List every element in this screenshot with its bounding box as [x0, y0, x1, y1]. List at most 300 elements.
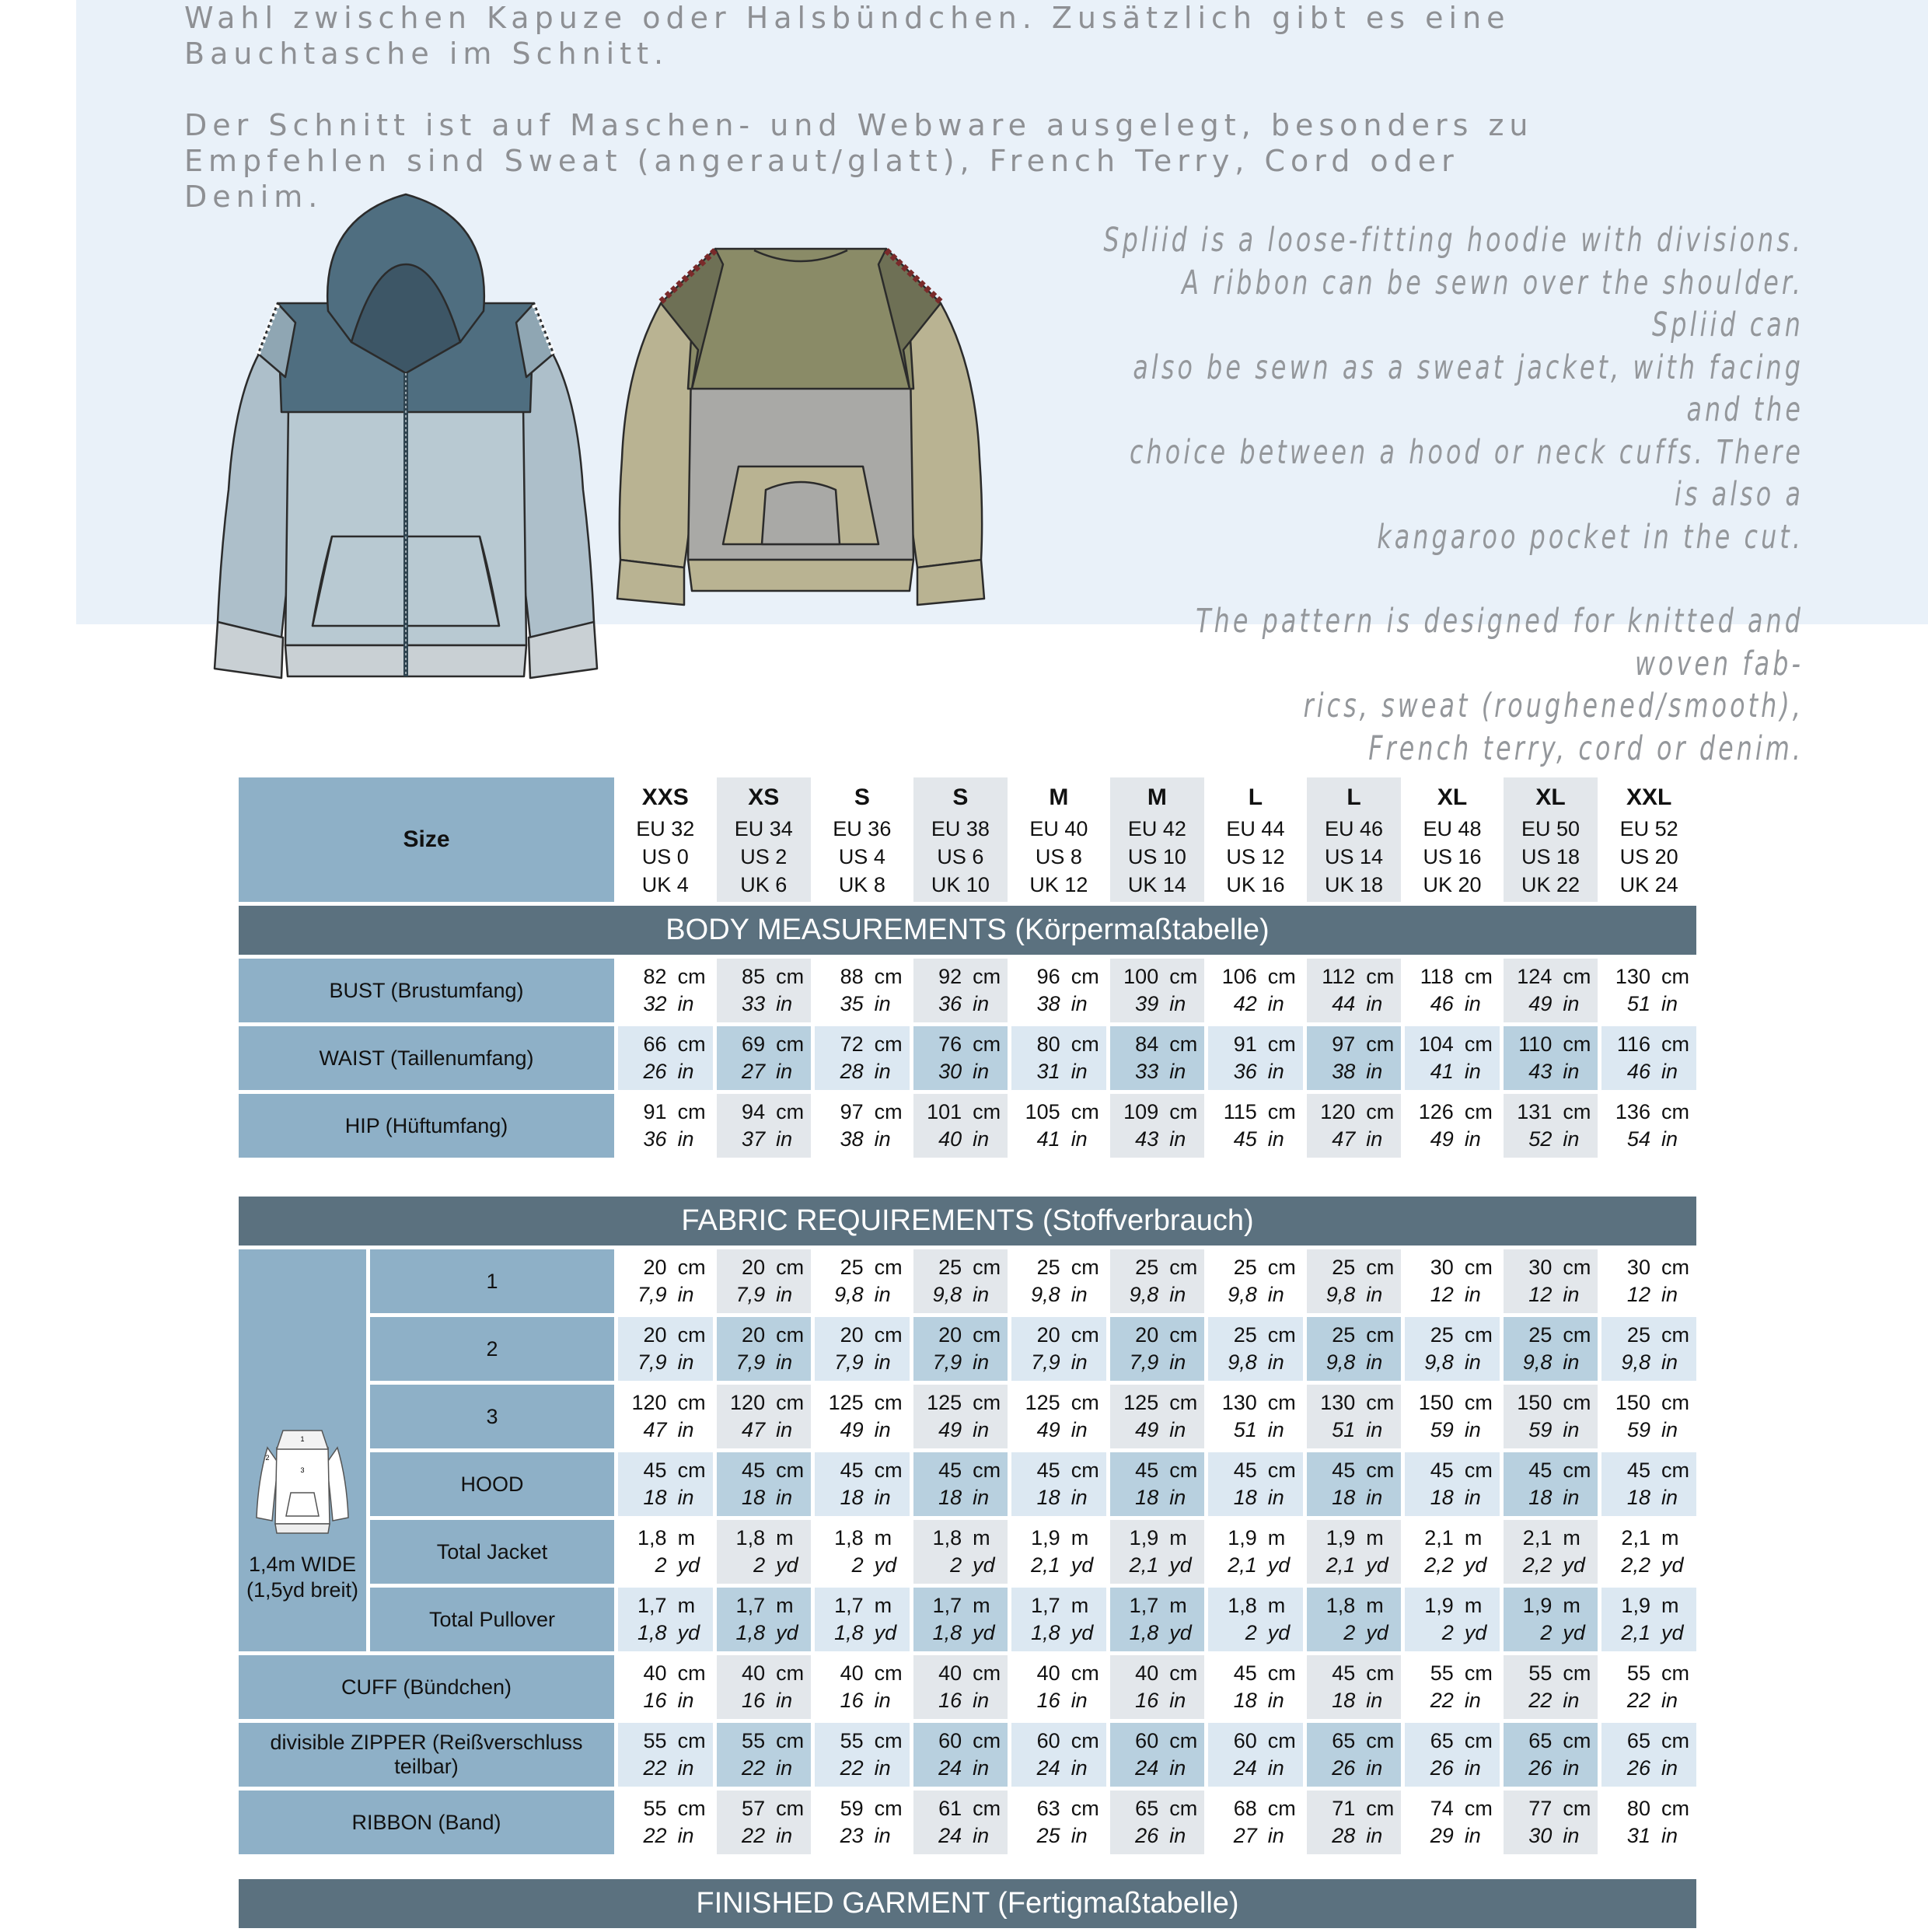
value-number: 28	[840, 1060, 864, 1083]
value-number: 51	[1626, 992, 1650, 1015]
metric-value	[1307, 1795, 1402, 1822]
measurement-cell	[1307, 1094, 1402, 1158]
value-number: 18	[1430, 1486, 1454, 1509]
value-number: 25	[1233, 1256, 1257, 1279]
value-number: 49	[1430, 1127, 1454, 1151]
value-number: 1,9	[1228, 1526, 1257, 1549]
value-unit: in	[1366, 992, 1383, 1015]
value-unit: cm	[1366, 1797, 1395, 1820]
value-number: 120	[1320, 1100, 1356, 1123]
measurement-cell	[1011, 1385, 1106, 1448]
imperial-value	[1601, 990, 1696, 1018]
measurement-cell	[1504, 1655, 1598, 1719]
value-number: 16	[840, 1689, 864, 1712]
value-unit: cm	[677, 1323, 706, 1347]
metric-value	[1601, 1031, 1696, 1058]
value-number: 101	[927, 1100, 962, 1123]
value-unit: cm	[874, 1391, 903, 1414]
metric-value	[1110, 1660, 1205, 1687]
value-unit: in	[1661, 1689, 1678, 1712]
measurement-cell	[717, 1452, 812, 1516]
value-unit: cm	[1661, 1323, 1689, 1347]
table-row	[239, 1026, 1696, 1090]
value-number: 44	[1332, 992, 1356, 1015]
value-number: 2	[655, 1553, 667, 1577]
imperial-value	[1208, 1281, 1303, 1308]
value-number: 18	[1332, 1689, 1356, 1712]
table-row	[239, 1452, 1696, 1516]
value-unit: cm	[1267, 1323, 1296, 1347]
value-number: 2	[1245, 1621, 1257, 1644]
value-number: 1,8	[1129, 1621, 1159, 1644]
measurement-cell	[815, 1655, 910, 1719]
metric-value	[913, 1457, 1008, 1484]
measurement-cell	[1307, 1385, 1402, 1448]
row-label: RIBBON (Band)	[239, 1791, 614, 1854]
imperial-value	[1504, 1281, 1598, 1308]
imperial-value	[815, 1755, 910, 1782]
imperial-value	[1208, 1687, 1303, 1714]
imperial-value	[1405, 1755, 1500, 1782]
fabric-pieces-cell	[239, 1249, 366, 1651]
measurement-cell	[815, 1723, 910, 1787]
value-number: 24	[938, 1824, 962, 1847]
imperial-value	[1405, 1349, 1500, 1376]
size-name: M	[1147, 784, 1167, 810]
imperial-value	[618, 1349, 713, 1376]
size-us: US 2	[740, 845, 788, 868]
table-row	[239, 1723, 1696, 1787]
value-number: 24	[938, 1756, 962, 1780]
value-number: 85	[742, 965, 766, 988]
row-label: divisible ZIPPER (Reißverschluss teilbar)	[239, 1723, 614, 1787]
value-number: 55	[742, 1729, 766, 1752]
value-number: 1,9	[1621, 1594, 1650, 1617]
value-number: 105	[1025, 1100, 1060, 1123]
measurement-cell	[1208, 1452, 1303, 1516]
metric-value	[913, 1099, 1008, 1126]
value-number: 55	[643, 1797, 667, 1820]
value-number: 20	[643, 1323, 667, 1347]
measurement-cell	[1208, 959, 1303, 1022]
imperial-value	[717, 1281, 812, 1308]
value-unit: in	[1267, 1418, 1284, 1441]
value-number: 2,1	[1522, 1526, 1553, 1549]
size-name: L	[1248, 784, 1263, 810]
value-unit: cm	[776, 1797, 805, 1820]
measurement-cell	[717, 1094, 812, 1158]
pullover-pieces-icon	[252, 1424, 353, 1541]
size-uk: UK 22	[1521, 873, 1580, 896]
imperial-value	[1601, 1281, 1696, 1308]
value-number: 1,8	[1228, 1594, 1257, 1617]
measurement-cell	[1011, 1317, 1106, 1381]
value-unit: in	[776, 1418, 793, 1441]
value-number: 94	[742, 1100, 766, 1123]
value-unit: in	[1267, 1350, 1284, 1374]
value-unit: in	[677, 1283, 694, 1306]
imperial-value	[1208, 1484, 1303, 1511]
metric-value	[717, 1660, 812, 1687]
imperial-value	[1011, 1755, 1106, 1782]
metric-value	[1504, 1322, 1598, 1349]
row-label: 3	[370, 1385, 614, 1448]
value-unit: cm	[973, 1459, 1001, 1482]
value-unit: in	[1464, 1756, 1481, 1780]
value-number: 2,1	[1424, 1526, 1454, 1549]
value-number: 41	[1430, 1060, 1454, 1083]
metric-value	[1405, 1592, 1500, 1619]
imperial-value	[618, 1058, 713, 1085]
metric-value	[815, 963, 910, 990]
metric-value	[1601, 1592, 1696, 1619]
value-unit: in	[874, 1756, 891, 1780]
metric-value	[815, 1389, 910, 1417]
size-us: US 4	[838, 845, 885, 868]
value-number: 33	[1135, 1060, 1159, 1083]
value-number: 60	[938, 1729, 962, 1752]
value-unit: m	[1366, 1594, 1384, 1617]
size-column-header	[815, 777, 910, 902]
value-number: 16	[742, 1689, 766, 1712]
value-number: 24	[1135, 1756, 1159, 1780]
value-unit: cm	[874, 1256, 903, 1279]
value-number: 1,8	[932, 1621, 962, 1644]
value-number: 66	[643, 1032, 667, 1056]
size-us: US 20	[1619, 845, 1678, 868]
size-us: US 12	[1226, 845, 1285, 868]
imperial-value	[913, 990, 1008, 1018]
size-name: XL	[1535, 784, 1566, 810]
value-number: 2,1	[1326, 1553, 1356, 1577]
metric-value	[1601, 1457, 1696, 1484]
metric-value	[815, 1660, 910, 1687]
value-number: 131	[1517, 1100, 1553, 1123]
imperial-value	[913, 1349, 1008, 1376]
imperial-value	[1110, 1058, 1205, 1085]
value-unit: in	[1464, 1283, 1481, 1306]
value-number: 25	[938, 1256, 962, 1279]
value-number: 110	[1518, 1032, 1553, 1056]
value-number: 22	[742, 1756, 766, 1780]
value-number: 2,1	[1031, 1553, 1060, 1577]
value-unit: cm	[776, 1256, 805, 1279]
value-unit: in	[1661, 1283, 1678, 1306]
metric-value	[1011, 1728, 1106, 1755]
metric-value	[1110, 1457, 1205, 1484]
imperial-value	[1110, 1552, 1205, 1579]
size-name: L	[1346, 784, 1361, 810]
value-unit: yd	[1169, 1621, 1192, 1644]
value-unit: cm	[1464, 1729, 1493, 1752]
section-spacer	[239, 1162, 1696, 1193]
value-unit: in	[874, 1418, 891, 1441]
value-number: 55	[1626, 1661, 1650, 1685]
metric-value	[913, 1525, 1008, 1552]
value-unit: in	[973, 1756, 990, 1780]
metric-value	[717, 1728, 812, 1755]
value-number: 150	[1517, 1391, 1553, 1414]
value-number: 45	[1332, 1661, 1356, 1685]
value-number: 2,2	[1424, 1553, 1454, 1577]
value-unit: in	[1661, 992, 1678, 1015]
measurement-cell	[1110, 1094, 1205, 1158]
metric-value	[1208, 1031, 1303, 1058]
measurement-cell	[1110, 1588, 1205, 1651]
imperial-value	[1405, 1687, 1500, 1714]
value-unit: cm	[677, 1100, 706, 1123]
measurement-cell	[1110, 959, 1205, 1022]
measurement-cell	[1307, 1723, 1402, 1787]
body-measurements-header: BODY MEASUREMENTS (Körpermaßtabelle)	[239, 906, 1696, 955]
value-unit: yd	[677, 1553, 700, 1577]
value-unit: in	[874, 992, 891, 1015]
metric-value	[1601, 1795, 1696, 1822]
value-number: 1,7	[834, 1594, 864, 1617]
value-unit: cm	[1464, 1797, 1493, 1820]
imperial-value	[1405, 990, 1500, 1018]
imperial-value	[913, 1058, 1008, 1085]
value-unit: in	[1169, 992, 1186, 1015]
imperial-value	[815, 1822, 910, 1850]
measurement-cell	[1405, 1317, 1500, 1381]
size-us: US 0	[641, 845, 689, 868]
value-unit: m	[776, 1526, 794, 1549]
value-number: 40	[840, 1661, 864, 1685]
value-unit: cm	[776, 1323, 805, 1347]
imperial-value	[1504, 1058, 1598, 1085]
value-number: 31	[1626, 1824, 1650, 1847]
metric-value	[717, 1254, 812, 1281]
metric-value	[1011, 963, 1106, 990]
imperial-value	[618, 1822, 713, 1850]
size-us: US 14	[1324, 845, 1383, 868]
measurement-cell	[1110, 1452, 1205, 1516]
value-number: 69	[742, 1032, 766, 1056]
value-number: 20	[938, 1323, 962, 1347]
value-number: 52	[1528, 1127, 1553, 1151]
measurement-cell	[618, 1385, 713, 1448]
value-unit: cm	[1464, 965, 1493, 988]
value-unit: in	[1661, 1350, 1678, 1374]
size-uk: UK 16	[1226, 873, 1285, 896]
value-number: 126	[1418, 1100, 1454, 1123]
size-column-header	[1601, 777, 1696, 902]
value-unit: in	[1366, 1689, 1383, 1712]
imperial-value	[1110, 1417, 1205, 1444]
value-unit: in	[1267, 1486, 1284, 1509]
value-unit: cm	[973, 1032, 1001, 1056]
size-name: S	[854, 784, 870, 810]
metric-value	[618, 1099, 713, 1126]
value-unit: m	[1267, 1526, 1286, 1549]
value-number: 2	[753, 1553, 766, 1577]
measurement-cell	[815, 1791, 910, 1854]
metric-value	[913, 1322, 1008, 1349]
metric-value	[1405, 1099, 1500, 1126]
value-unit: in	[1267, 1824, 1284, 1847]
value-unit: in	[973, 1824, 990, 1847]
metric-value	[1405, 1322, 1500, 1349]
value-number: 26	[1528, 1756, 1553, 1780]
measurement-cell	[1208, 1791, 1303, 1854]
size-uk: UK 8	[838, 873, 885, 896]
measurement-cell	[1601, 1249, 1696, 1313]
metric-value	[1011, 1795, 1106, 1822]
imperial-value	[618, 1484, 713, 1511]
value-number: 1,7	[932, 1594, 962, 1617]
piece-number: 2	[265, 1454, 270, 1462]
value-unit: cm	[1661, 1797, 1689, 1820]
value-unit: cm	[1169, 1459, 1198, 1482]
measurement-cell	[1601, 1452, 1696, 1516]
value-number: 49	[840, 1418, 864, 1441]
value-number: 45	[742, 1459, 766, 1482]
value-unit: yd	[1267, 1621, 1291, 1644]
value-unit: cm	[1563, 1100, 1591, 1123]
measurement-cell	[1405, 1249, 1500, 1313]
value-unit: cm	[1169, 1100, 1198, 1123]
value-unit: in	[1169, 1756, 1186, 1780]
metric-value	[1110, 1031, 1205, 1058]
value-number: 26	[1332, 1756, 1356, 1780]
value-unit: m	[1661, 1526, 1679, 1549]
imperial-value	[815, 1417, 910, 1444]
value-number: 7,9	[932, 1350, 962, 1374]
measurement-cell	[815, 959, 910, 1022]
metric-value	[618, 1031, 713, 1058]
imperial-value	[618, 1755, 713, 1782]
measurement-cell	[1208, 1385, 1303, 1448]
imperial-value	[1011, 1484, 1106, 1511]
table-row	[239, 1385, 1696, 1448]
value-number: 115	[1223, 1100, 1257, 1123]
metric-value	[618, 1254, 713, 1281]
measurement-cell	[717, 1317, 812, 1381]
value-unit: in	[1661, 1756, 1678, 1780]
metric-value	[1504, 1795, 1598, 1822]
metric-value	[1601, 1099, 1696, 1126]
row-label: HOOD	[370, 1452, 614, 1516]
measurement-cell	[1405, 1026, 1500, 1090]
value-number: 40	[938, 1127, 962, 1151]
value-number: 20	[1036, 1323, 1060, 1347]
value-number: 7,9	[834, 1350, 864, 1374]
measurement-cell	[1504, 1249, 1598, 1313]
value-number: 9,8	[1031, 1283, 1060, 1306]
imperial-value	[1307, 1417, 1402, 1444]
german-text-line: Empfehlen sind Sweat (angeraut/glatt), French Terry, Cord oder Denim.	[184, 144, 1459, 214]
value-number: 30	[1626, 1256, 1650, 1279]
value-number: 18	[643, 1486, 667, 1509]
metric-value	[1601, 963, 1696, 990]
measurement-cell	[1405, 1791, 1500, 1854]
value-unit: in	[776, 1060, 793, 1083]
metric-value	[1110, 1592, 1205, 1619]
value-number: 30	[938, 1060, 962, 1083]
size-us: US 8	[1035, 845, 1082, 868]
measurement-cell	[913, 1249, 1008, 1313]
value-number: 22	[742, 1824, 766, 1847]
value-number: 45	[1332, 1459, 1356, 1482]
value-number: 2,1	[1621, 1621, 1650, 1644]
metric-value	[1405, 1728, 1500, 1755]
imperial-value	[618, 1619, 713, 1647]
imperial-value	[618, 1552, 713, 1579]
value-unit: in	[874, 1060, 891, 1083]
value-unit: cm	[776, 1100, 805, 1123]
value-unit: yd	[973, 1553, 995, 1577]
imperial-value	[618, 990, 713, 1018]
row-label: Total Pullover	[370, 1588, 614, 1651]
value-unit: cm	[1661, 1032, 1689, 1056]
value-unit: in	[1071, 1824, 1088, 1847]
metric-value	[1504, 1389, 1598, 1417]
metric-value	[815, 1592, 910, 1619]
value-unit: cm	[1563, 1729, 1591, 1752]
value-number: 80	[1626, 1797, 1650, 1820]
size-eu: EU 46	[1324, 817, 1383, 840]
measurement-cell	[1208, 1520, 1303, 1584]
value-unit: m	[1071, 1526, 1089, 1549]
value-number: 9,8	[1326, 1283, 1356, 1306]
row-label: BUST (Brustumfang)	[239, 959, 614, 1022]
value-number: 118	[1420, 965, 1454, 988]
size-eu: EU 36	[833, 817, 892, 840]
measurement-cell	[1110, 1026, 1205, 1090]
measurement-cell	[913, 1452, 1008, 1516]
metric-value	[1208, 1322, 1303, 1349]
size-eu: EU 44	[1226, 817, 1285, 840]
metric-value	[1307, 1660, 1402, 1687]
value-number: 24	[1233, 1756, 1257, 1780]
value-unit: in	[776, 992, 793, 1015]
imperial-value	[1405, 1281, 1500, 1308]
value-unit: in	[1366, 1350, 1383, 1374]
measurement-cell	[717, 1588, 812, 1651]
value-unit: in	[1563, 1060, 1580, 1083]
measurement-cell	[1110, 1655, 1205, 1719]
imperial-value	[1601, 1058, 1696, 1085]
metric-value	[717, 1457, 812, 1484]
value-number: 26	[1135, 1824, 1159, 1847]
size-uk: UK 24	[1619, 873, 1678, 896]
value-unit: yd	[1563, 1621, 1585, 1644]
value-number: 77	[1528, 1797, 1553, 1820]
imperial-value	[1011, 990, 1106, 1018]
english-text-line: also be sewn as a sweat jacket, with facing and the	[1133, 348, 1804, 429]
value-unit: cm	[1366, 1729, 1395, 1752]
imperial-value	[717, 1484, 812, 1511]
table-row	[239, 1520, 1696, 1584]
table-row	[239, 1249, 1696, 1313]
value-number: 1,8	[1326, 1594, 1356, 1617]
value-unit: in	[1563, 1689, 1580, 1712]
value-number: 22	[643, 1756, 667, 1780]
measurement-cell	[1011, 1723, 1106, 1787]
value-unit: cm	[973, 1256, 1001, 1279]
value-number: 1,8	[932, 1526, 962, 1549]
table-row	[239, 1655, 1696, 1719]
metric-value	[1307, 1389, 1402, 1417]
value-unit: in	[1661, 1127, 1678, 1151]
imperial-value	[1208, 1417, 1303, 1444]
value-number: 125	[1123, 1391, 1159, 1414]
value-unit: cm	[1464, 1391, 1493, 1414]
value-unit: yd	[677, 1621, 700, 1644]
metric-value	[1504, 1660, 1598, 1687]
measurement-cell	[1504, 1452, 1598, 1516]
